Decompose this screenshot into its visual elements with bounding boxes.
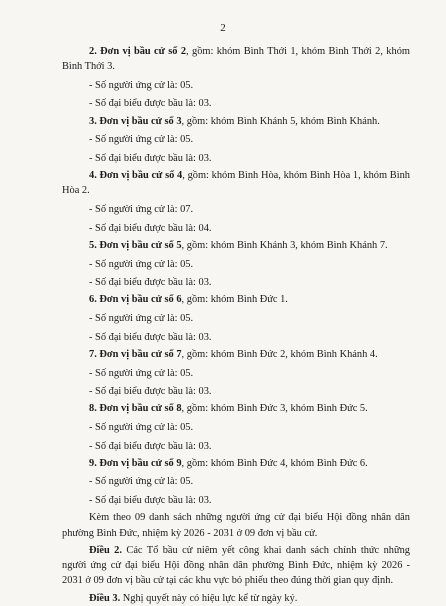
unit-title: 3. Đơn vị bầu cử số 3	[89, 115, 182, 127]
candidate-count: - Số người ứng cử là: 05.	[89, 313, 194, 325]
delegate-count: - Số đại biểu được bầu là: 03.	[89, 98, 212, 110]
electoral-unit-3	[62, 114, 410, 166]
article-label: Điều 2.	[89, 545, 122, 557]
delegate-count: - Số đại biểu được bầu là: 03.	[89, 277, 212, 289]
unit-title: 8. Đơn vị bầu cử số 8	[89, 403, 182, 415]
attachment-paragraph: Kèm theo 09 danh sách những người ứng cử đại biểu Hội đồng nhân dân phường Bình Đức, nhiệm kỳ 2026 - 2031 ở 09 đơn vị bầu cử.	[62, 512, 410, 539]
electoral-unit-7	[62, 347, 410, 399]
unit-description: , gồm: khóm Bình Đức 3, khóm Bình Đức 5.	[181, 403, 368, 415]
candidate-count: - Số người ứng cử là: 05.	[89, 258, 194, 270]
delegate-count: - Số đại biểu được bầu là: 03.	[89, 331, 212, 343]
unit-heading	[62, 114, 410, 129]
page-number: 2	[220, 22, 226, 34]
electoral-unit-4	[62, 168, 410, 236]
article-label: Điều 3.	[89, 592, 121, 604]
unit-description: , gồm: khóm Bình Đức 2, khóm Bình Khánh 4.	[181, 348, 378, 360]
electoral-unit-8	[62, 401, 410, 453]
unit-heading	[62, 44, 410, 74]
unit-heading	[62, 456, 410, 471]
delegate-count: - Số đại biểu được bầu là: 03.	[89, 152, 212, 164]
unit-description: , gồm: khóm Bình Khánh 3, khóm Bình Khánh 7.	[181, 239, 388, 251]
candidate-count: - Số người ứng cử là: 05.	[89, 367, 194, 379]
unit-description: , gồm: khóm Bình Đức 4, khóm Bình Đức 6.	[181, 457, 368, 469]
article-text: Nghị quyết này có hiệu lực kể từ ngày ký.	[120, 592, 298, 604]
unit-title: 4. Đơn vị bầu cử số 4	[89, 170, 183, 182]
unit-description: , gồm: khóm Bình Thới 1, khóm Bình Thới 2, khóm Bình Thới 3.	[62, 46, 410, 73]
article-2	[62, 543, 410, 589]
electoral-unit-5	[62, 238, 410, 290]
document-body	[62, 42, 410, 606]
delegate-count: - Số đại biểu được bầu là: 04.	[89, 222, 212, 234]
unit-heading	[62, 401, 410, 416]
candidate-count: - Số người ứng cử là: 05.	[89, 422, 194, 433]
unit-title: 2. Đơn vị bầu cử số 2	[89, 46, 187, 58]
delegate-count: - Số đại biểu được bầu là: 03.	[89, 495, 212, 507]
candidate-count: - Số người ứng cử là: 05.	[89, 476, 194, 488]
delegate-count: - Số đại biểu được bầu là: 03.	[89, 440, 212, 452]
unit-description: , gồm: khóm Bình Hòa, khóm Bình Hòa 1, khóm Bình Hòa 2.	[62, 170, 410, 197]
unit-description: , gồm: khóm Bình Đức 1.	[181, 294, 288, 306]
article-3	[62, 591, 410, 606]
candidate-count: - Số người ứng cử là: 05.	[89, 134, 194, 146]
unit-heading	[62, 238, 410, 253]
unit-title: 6. Đơn vị bầu cử số 6	[89, 294, 182, 306]
unit-heading	[62, 292, 410, 307]
unit-title: 5. Đơn vị bầu cử số 5	[89, 239, 182, 251]
delegate-count: - Số đại biểu được bầu là: 03.	[89, 386, 212, 398]
unit-title: 7. Đơn vị bầu cử số 7	[89, 348, 182, 360]
electoral-unit-9	[62, 456, 410, 508]
unit-heading	[62, 168, 410, 198]
unit-heading	[62, 347, 410, 362]
unit-title: 9. Đơn vị bầu cử số 9	[89, 457, 182, 469]
electoral-unit-6	[62, 292, 410, 344]
candidate-count: - Số người ứng cử là: 05.	[89, 79, 194, 91]
article-text: Các Tổ bầu cử niêm yết công khai danh sách chính thức những người ứng cử đại biểu Hội đồng nhân dân phường Bình Đức, nhiệm kỳ 2026 - 2031 ở 09 đơn vị bầu cử tại các khu vực bỏ phiếu theo đúng thời gian quy định.	[62, 545, 410, 587]
electoral-unit-2	[62, 44, 410, 112]
unit-description: , gồm: khóm Bình Khánh 5, khóm Bình Khánh.	[181, 115, 380, 127]
candidate-count: - Số người ứng cử là: 07.	[89, 204, 194, 216]
